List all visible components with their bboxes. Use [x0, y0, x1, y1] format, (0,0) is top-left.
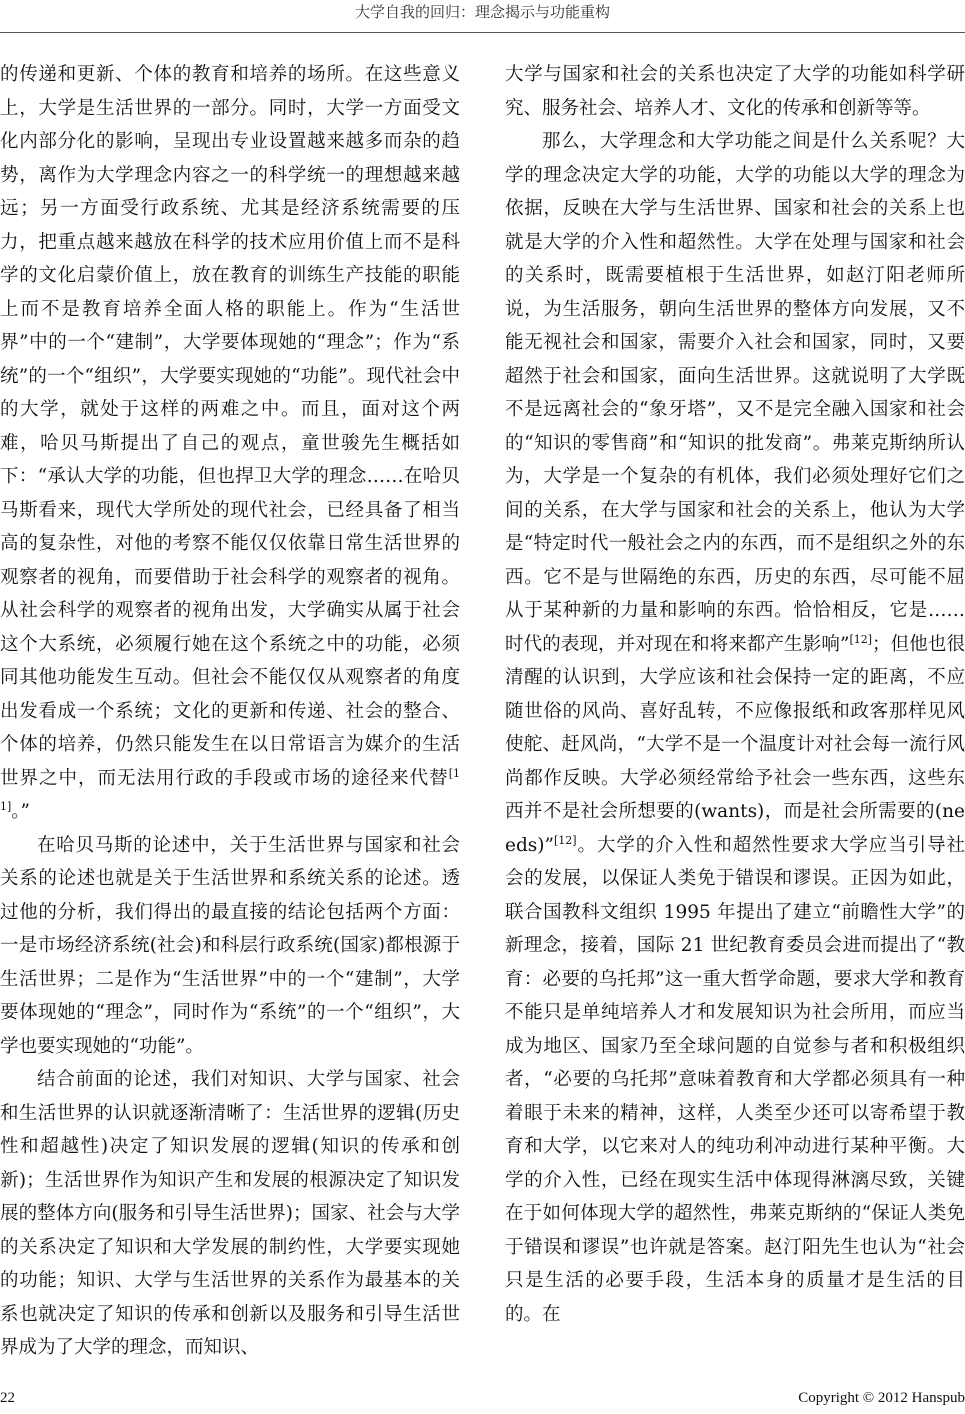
paragraph: 结合前面的论述，我们对知识、大学与国家、社会和生活世界的认识就逐渐清晰了：生活世界的逻辑(历史性和超越性)决定了知识发展的逻辑(知识的传承和创新)；生活世界作为知识产生和发展的根源决定了知识发展的整体方向(服务和引导生活世界)；国家、社会与大学的关系决定了知识和大学发展的制约性，大学要实现她的功能；知识、大学与生活世界的关系作为最基本的关系也就决定了知识的传承和创新以及服务和引导生活世界成为了大学的理念，而知识、 [0, 1069, 460, 1358]
copyright-notice: Copyright © 2012 Hanspub [798, 1390, 965, 1406]
running-header: 大学自我的回归：理念揭示与功能重构 [0, 0, 965, 33]
page-number: 22 [0, 1390, 15, 1406]
paragraph-text: 那么，大学理念和大学功能之间是什么关系呢？大学的理念决定大学的功能，大学的功能以大学的理念为依据，反映在大学与生活世界、国家和社会的关系上也就是大学的介入性和超然性。大学在处理与国家和社会的关系时，既需要植根于生活世界，如赵汀阳老师所说，为生活服务，朝向生活世界的整体方向发展，又不能无视社会和国家，需要介入社会和国家，同时，又要超然于社会和国家，面向生活世界。这就说明了大学既不是远离社会的“象牙塔”，又不是完全融入国家和社会的“知识的零售商”和“知识的批发商”。弗莱克斯纳所认为，大学是一个复杂的有机体，我们必须处理好它们之间的关系，在大学与国家和社会的关系上，他认为大学是“特定时代一般社会之内的东西，而不是组织之外的东西。它不是与世隔绝的东西，历史的东西，尽可能不屈从于某种新的力量和影响的东西。恰恰相反，它是……时代的表现，并对现在和将来都产生影响” [505, 131, 965, 655]
paragraph-text: 。” [11, 801, 31, 822]
body-columns [0, 58, 965, 1378]
paragraph-text: 的传递和更新、个体的教育和培养的场所。在这些意义上，大学是生活世界的一部分。同时，大学一方面受文化内部分化的影响，呈现出专业设置越来越多而杂的趋势，离作为大学理念内容之一的科学统一的理想越来越远；另一方面受行政系统、尤其是经济系统需要的压力，把重点越来越放在科学的技术应用价值上而不是科学的文化启蒙价值上，放在教育的训练生产技能的职能上而不是教育培养全面人格的职能上。作为“生活世界”中的一个“建制”，大学要体现她的“理念”；作为“系统”的一个“组织”，大学要实现她的“功能”。现代社会中的大学，就处于这样的两难之中。而且，面对这个两难，哈贝马斯提出了自己的观点，童世骏先生概括如下：“承认大学的功能，但也捍卫大学的理念……在哈贝马斯看来，现代大学所处的现代社会，已经具备了相当高的复杂性，对他的考察不能仅仅依靠日常生活世界的观察者的视角，而要借助于社会科学的观察者的视角。从社会科学的观察者的视角出发，大学确实从属于社会这个大系统，必须履行她在这个系统之中的功能，必须同其他功能发生互动。但社会不能仅仅从观察者的角度出发看成一个系统；文化的更新和传递、社会的整合、个体的培养，仍然只能发生在以日常语言为媒介的生活世界之中，而无法用行政的手段或市场的途径来代替 [0, 64, 460, 789]
right-column [505, 58, 965, 1331]
citation-ref[interactable]: [12] [849, 632, 873, 646]
paragraph: 大学与国家和社会的关系也决定了大学的功能如科学研究、服务社会、培养人才、文化的传承和创新等等。 [505, 64, 965, 119]
paragraph [0, 58, 460, 829]
paragraph: 在哈贝马斯的论述中，关于生活世界与国家和社会关系的论述也就是关于生活世界和系统关系的论述。透过他的分析，我们得出的最直接的结论包括两个方面：一是市场经济系统(社会)和科层行政系统(国家)都根源于生活世界；二是作为“生活世界”中的一个“建制”，大学要体现她的“理念”，同时作为“系统”的一个“组织”，大学也要实现她的“功能”。 [0, 834, 460, 1057]
paragraph-text: 。大学的介入性和超然性要求大学应当引导社会的发展，以保证人类免于错误和谬误。正因为如此，联合国教科文组织 1995 年提出了建立“前瞻性大学”的新理念，接着，国际 21 世纪教育委员会进而提出了“教育：必要的乌托邦”这一重大哲学命题，要求大学和教育不能只是单纯培养人才和发展知识为社会所用，而应当成为地区、国家乃至全球问题的自觉参与者和积极组织者，“必要的乌托邦”意味着教育和大学都必须具有一种着眼于未来的精神，这样，人类至少还可以寄希望于教育和大学，以它来对人的纯功利冲动进行某种平衡。大学的介入性，已经在现实生活中体现得淋漓尽致，关键在于如何体现大学的超然性，弗莱克斯纳的“保证人类免于错误和谬误”也许就是答案。赵汀阳先生也认为“社会只是生活的必要手段，生活本身的质量才是生活的目的。在 [505, 834, 965, 1325]
paragraph-text: ；但他也很清醒的认识到，大学应该和社会保持一定的距离，不应随世俗的风尚、喜好乱转，不应像报纸和政客那样见风使舵、赶风尚，“大学不是一个温度计对社会每一流行风尚都作反映。大学必须经常给予社会一些东西，这些东西并不是社会所想要的(wants)，而是社会所需要的(needs)” [505, 633, 965, 856]
citation-ref[interactable]: [11] [0, 766, 460, 813]
paragraph [505, 125, 965, 1331]
citation-ref[interactable]: [12] [553, 833, 577, 847]
left-column [0, 58, 460, 1365]
